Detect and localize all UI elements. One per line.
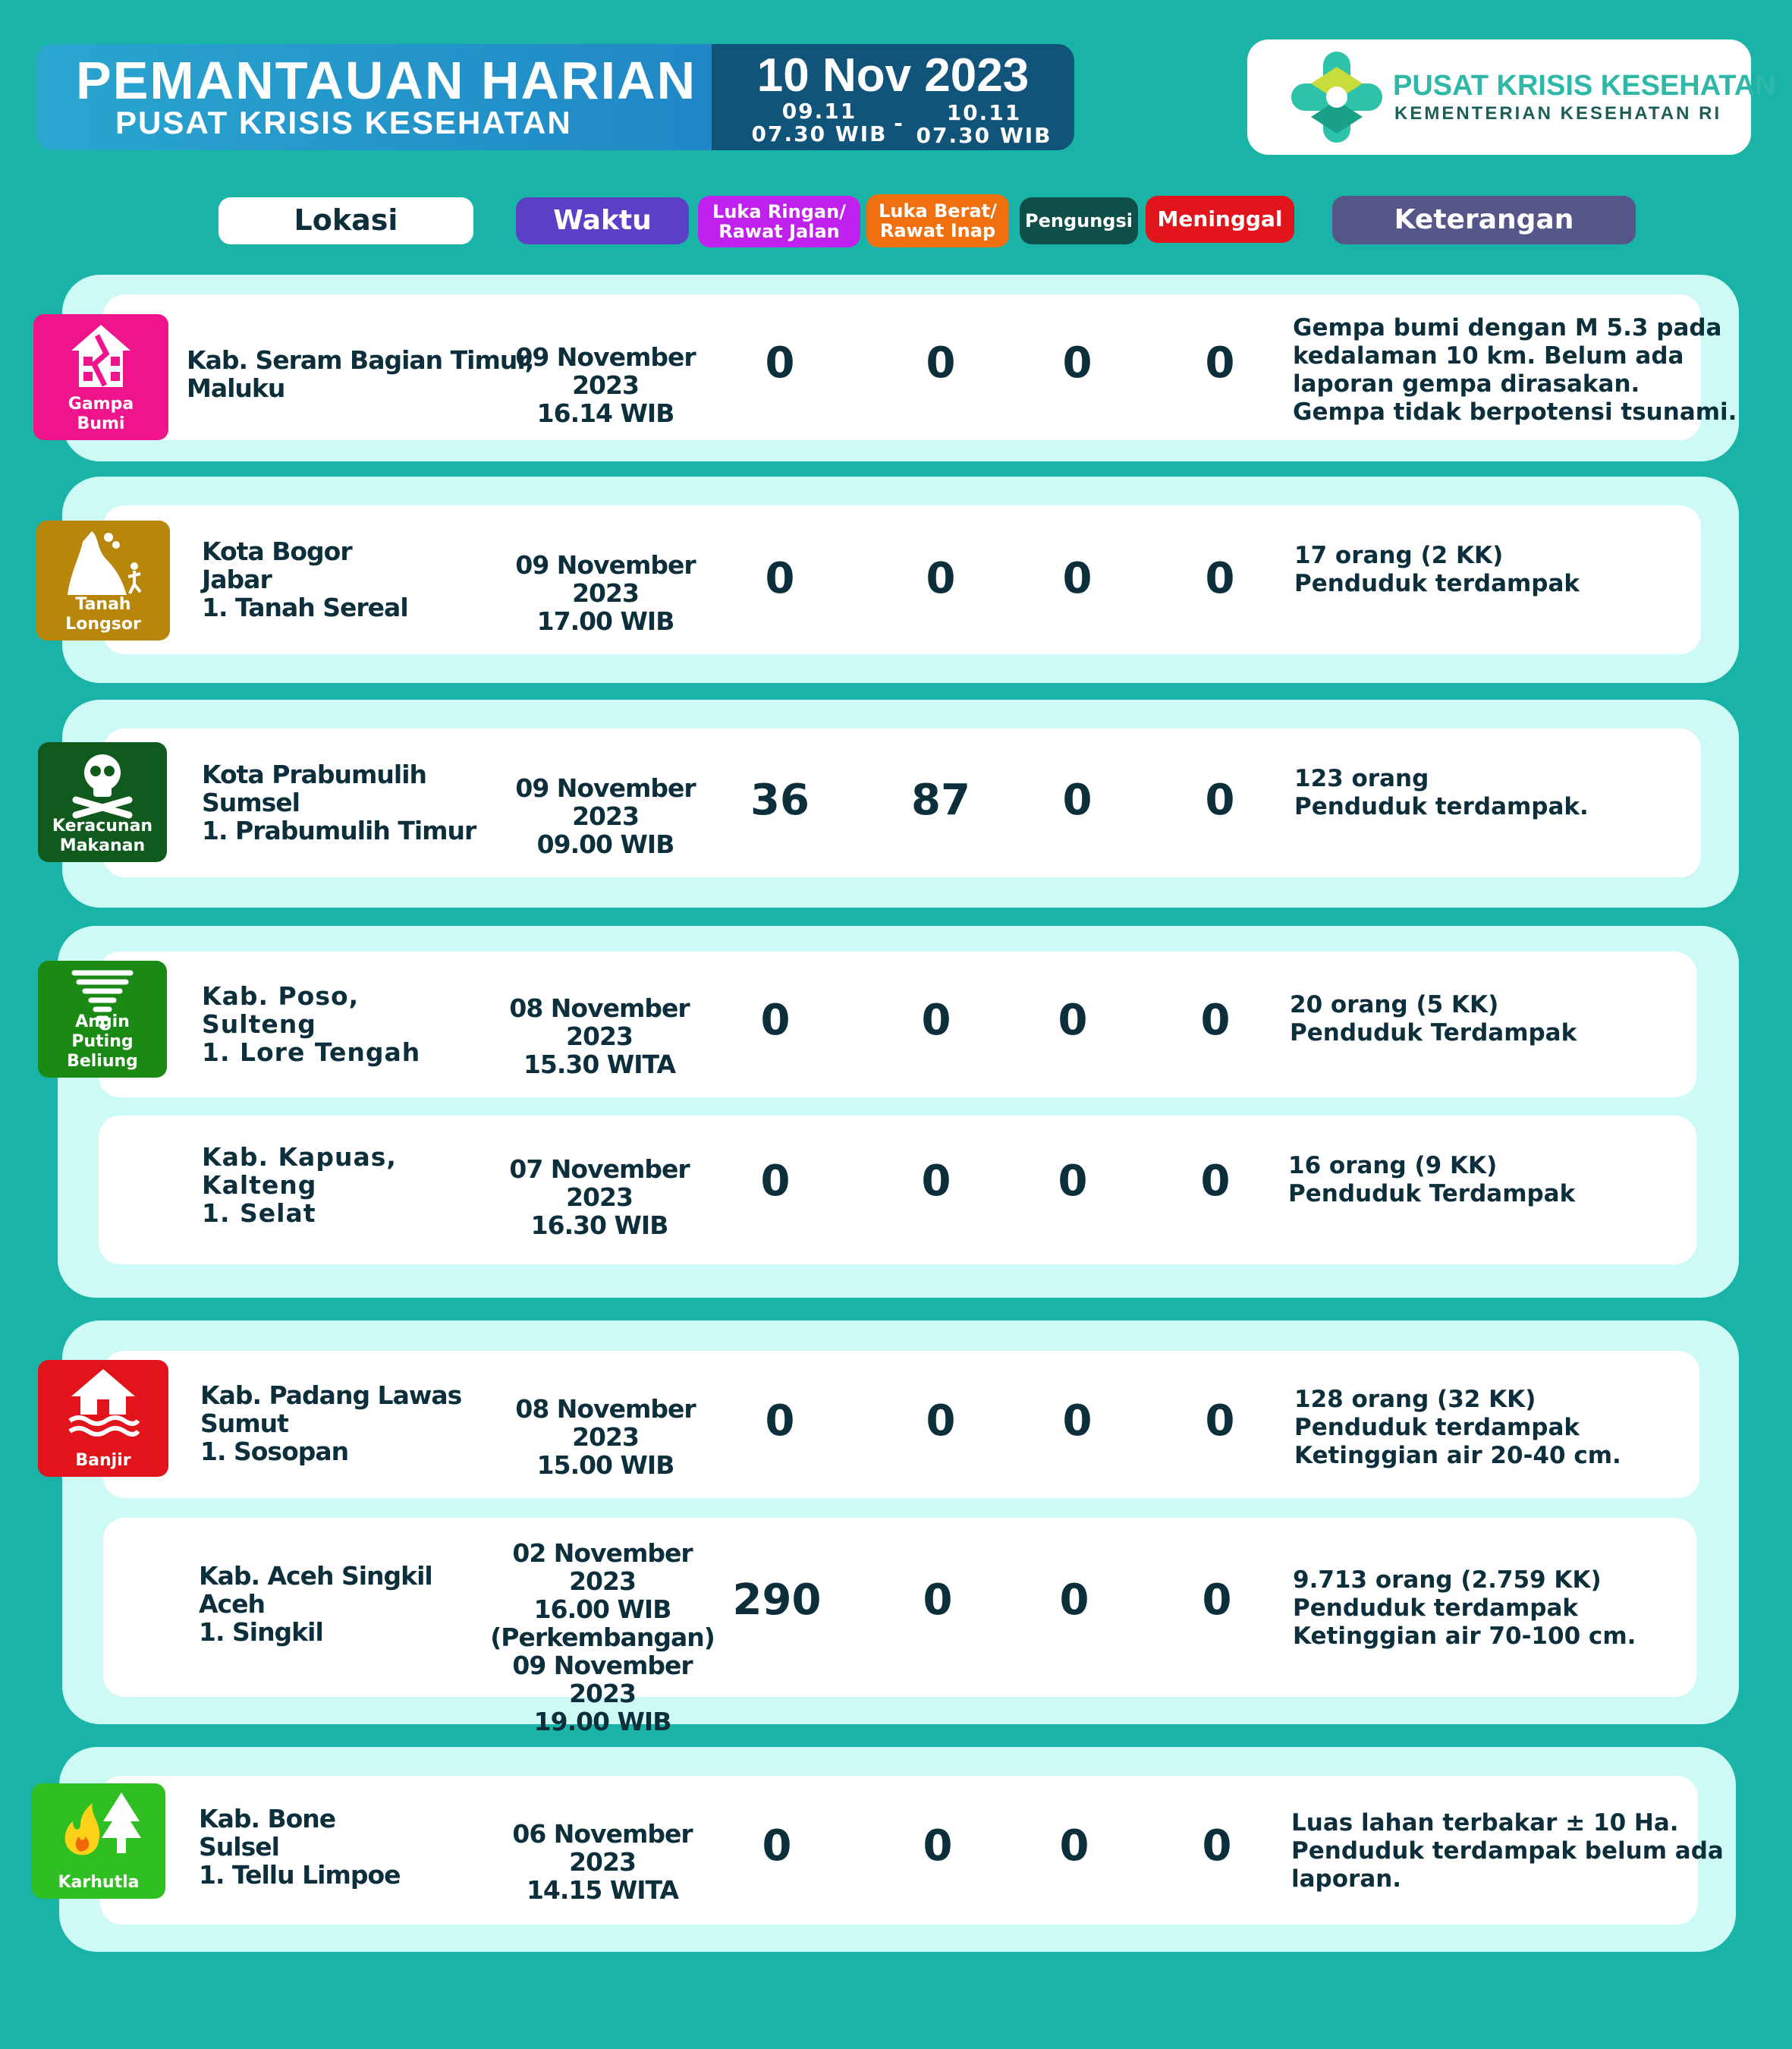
forest-fire-icon	[53, 1788, 144, 1864]
row-luka-ringan: 0	[760, 1157, 791, 1206]
row-luka-ringan: 0	[765, 1396, 795, 1446]
row-lokasi: Kab. Aceh Singkil Aceh 1. Singkil	[199, 1561, 432, 1647]
row-luka-berat: 0	[926, 338, 956, 388]
landslide-icon	[61, 527, 145, 603]
column-header-pengungsi: Pengungsi	[1020, 197, 1138, 244]
range-to: 10.11 07.30 WIB	[916, 100, 1052, 148]
row-meninggal: 0	[1202, 1821, 1232, 1871]
row-waktu: 06 November 2023 14.15 WITA	[512, 1819, 693, 1905]
row-waktu: 09 November 2023 16.14 WIB	[515, 342, 696, 428]
column-header-lokasi: Lokasi	[218, 197, 473, 244]
row-luka-berat: 0	[926, 554, 956, 603]
row-meninggal: 0	[1200, 1157, 1231, 1206]
row-pengungsi: 0	[1059, 1821, 1089, 1871]
row-meninggal: 0	[1205, 554, 1235, 603]
row-luka-ringan: 0	[762, 1821, 792, 1871]
row-pengungsi: 0	[1062, 1396, 1092, 1446]
row-lokasi: Kab. Seram Bagian Timur, Maluku	[187, 345, 534, 403]
row-luka-ringan: 0	[765, 338, 795, 388]
row-pengungsi: 0	[1058, 996, 1088, 1045]
row-keterangan: Gempa bumi dengan M 5.3 pada kedalaman 10 km. Belum ada laporan gempa dirasakan. Gempa tidak berpotensi tsunami.	[1293, 314, 1737, 426]
event-badge: Angin Puting Beliung	[38, 961, 167, 1078]
range-from: 09.11 07.30 WIB	[751, 99, 888, 146]
logo-subtitle: KEMENTERIAN KESEHATAN RI	[1394, 103, 1722, 124]
row-meninggal: 0	[1205, 776, 1235, 825]
event-badge: Tanah Longsor	[36, 521, 170, 641]
flood-icon	[65, 1366, 141, 1439]
row-pengungsi: 0	[1058, 1157, 1088, 1206]
row-meninggal: 0	[1205, 1396, 1235, 1446]
page-title: PEMANTAUAN HARIAN	[76, 51, 697, 110]
row-luka-berat: 0	[921, 996, 951, 1045]
row-luka-ringan: 290	[732, 1575, 822, 1625]
column-header-waktu: Waktu	[516, 197, 689, 244]
column-header-keterangan: Keterangan	[1332, 196, 1636, 244]
row-pengungsi: 0	[1062, 776, 1092, 825]
event-badge: Keracunan Makanan	[38, 742, 167, 862]
earthquake-icon	[67, 320, 135, 393]
row-keterangan: 128 orang (32 KK) Penduduk terdampak Ketinggian air 20-40 cm.	[1294, 1386, 1621, 1469]
logo-title: PUSAT KRISIS KESEHATAN	[1393, 70, 1776, 102]
row-lokasi: Kab. Kapuas, Kalteng 1. Selat	[202, 1142, 397, 1228]
row-keterangan: 9.713 orang (2.759 KK) Penduduk terdampak Ketinggian air 70-100 cm.	[1293, 1566, 1636, 1650]
page-subtitle: PUSAT KRISIS KESEHATAN	[115, 105, 572, 140]
row-pengungsi: 0	[1062, 338, 1092, 388]
row-keterangan: 17 orang (2 KK) Penduduk terdampak	[1294, 542, 1580, 597]
row-lokasi: Kab. Bone Sulsel 1. Tellu Limpoe	[199, 1804, 401, 1890]
row-waktu: 08 November 2023 15.30 WITA	[509, 993, 690, 1079]
row-meninggal: 0	[1202, 1575, 1232, 1625]
column-header-luka-ringan: Luka Ringan/ Rawat Jalan	[698, 196, 860, 247]
row-luka-berat: 0	[923, 1575, 953, 1625]
row-keterangan: 123 orang Penduduk terdampak.	[1294, 765, 1589, 820]
row-waktu: 02 November 2023 16.00 WIB (Perkembangan) 09 November 2023 19.00 WIB	[490, 1538, 715, 1736]
row-meninggal: 0	[1200, 996, 1231, 1045]
event-badge: Gampa Bumi	[33, 314, 168, 440]
row-luka-ringan: 36	[750, 776, 810, 825]
poison-icon	[68, 747, 137, 820]
event-badge: Banjir	[38, 1360, 168, 1477]
kemenkes-logo-icon	[1290, 49, 1384, 146]
row-luka-berat: 0	[923, 1821, 953, 1871]
row-lokasi: Kota Bogor Jabar 1. Tanah Sereal	[202, 537, 408, 622]
row-luka-berat: 0	[921, 1157, 951, 1206]
row-pengungsi: 0	[1062, 554, 1092, 603]
row-lokasi: Kota Prabumulih Sumsel 1. Prabumulih Timur	[202, 760, 476, 845]
row-luka-ringan: 0	[765, 554, 795, 603]
column-header-luka-berat: Luka Berat/ Rawat Inap	[866, 194, 1009, 247]
row-waktu: 09 November 2023 09.00 WIB	[515, 773, 696, 859]
report-date: 10 Nov 2023	[756, 49, 1030, 102]
row-keterangan: 16 orang (9 KK) Penduduk Terdampak	[1288, 1152, 1576, 1207]
row-waktu: 07 November 2023 16.30 WIB	[509, 1154, 690, 1240]
event-badge: Karhutla	[32, 1783, 165, 1899]
row-keterangan: Luas lahan terbakar ± 10 Ha. Penduduk terdampak belum ada laporan.	[1291, 1809, 1724, 1893]
column-header-meninggal: Meninggal	[1146, 196, 1294, 243]
range-separator: -	[894, 111, 904, 136]
row-luka-berat: 0	[926, 1396, 956, 1446]
row-pengungsi: 0	[1059, 1575, 1089, 1625]
row-meninggal: 0	[1205, 338, 1235, 388]
row-keterangan: 20 orang (5 KK) Penduduk Terdampak	[1290, 991, 1577, 1047]
row-lokasi: Kab. Padang Lawas Sumut 1. Sosopan	[200, 1380, 462, 1466]
row-luka-ringan: 0	[760, 996, 791, 1045]
row-lokasi: Kab. Poso, Sulteng 1. Lore Tengah	[202, 981, 421, 1067]
row-waktu: 08 November 2023 15.00 WIB	[515, 1394, 696, 1480]
row-waktu: 09 November 2023 17.00 WIB	[515, 550, 696, 636]
row-luka-berat: 87	[911, 776, 970, 825]
